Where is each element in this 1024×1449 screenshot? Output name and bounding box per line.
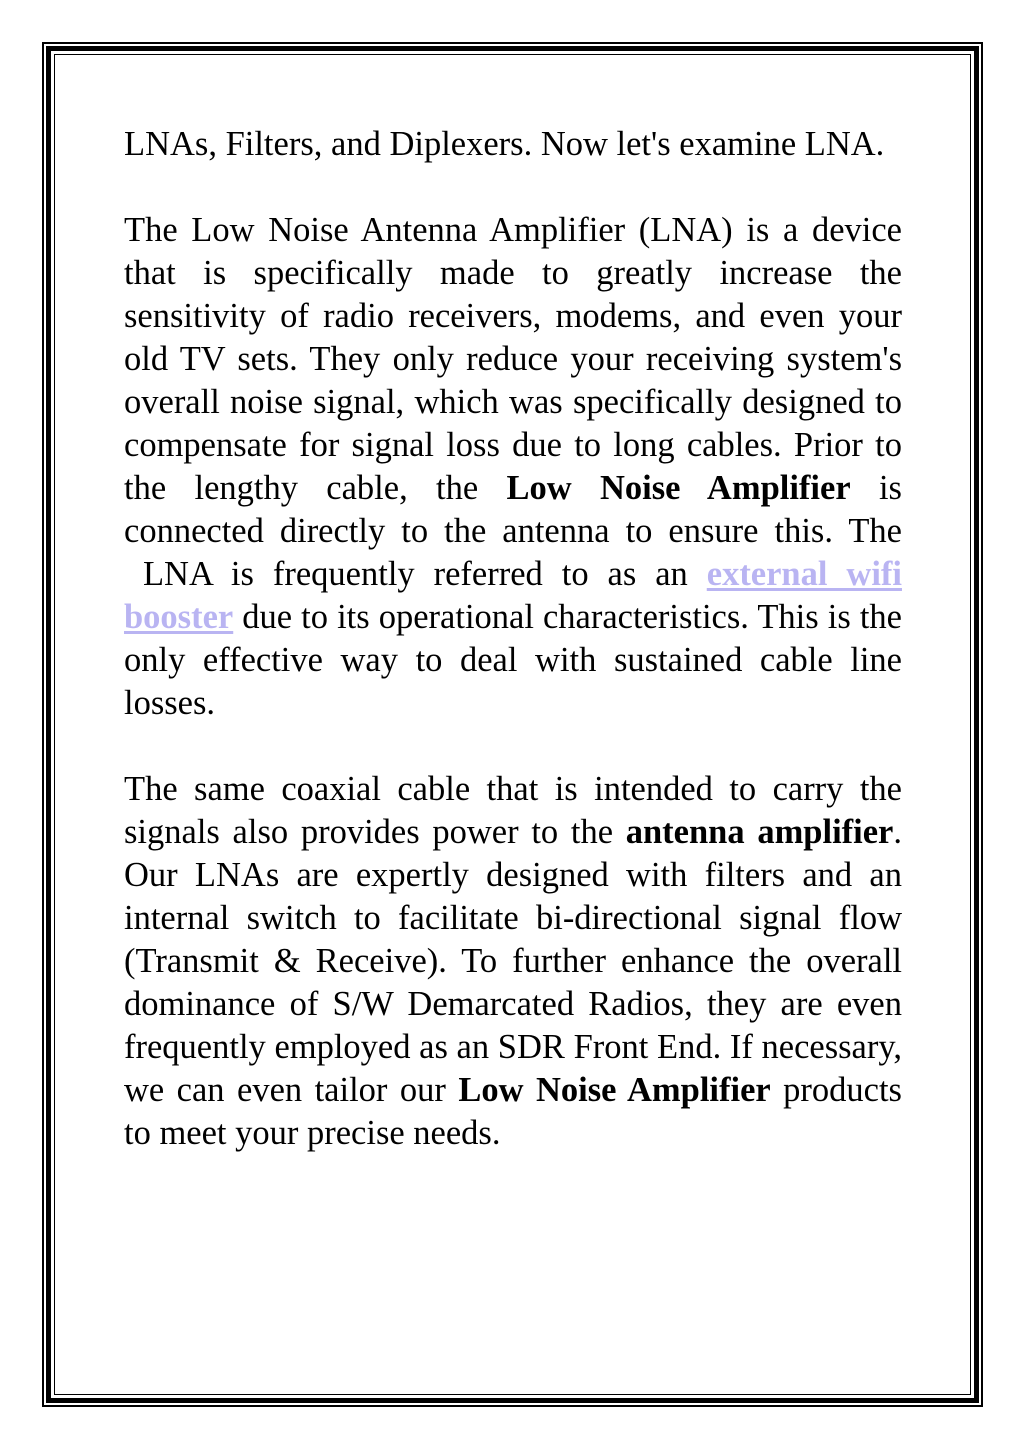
bold-antenna-amplifier: antenna amplifier bbox=[625, 813, 894, 851]
paragraph-coaxial-text-1: The same coaxial cable that is intended to carry the signals also provides power to the bbox=[124, 770, 902, 851]
external-wifi-booster-link[interactable]: external wifi booster bbox=[124, 555, 902, 636]
paragraph-coaxial-text-2: . Our LNAs are expertly designed with filters and an internal switch to facilitate bi-directional signal flow (Transmit & Receive). To further enhance the overall dominance of S/W Demarcated Radios, they are even frequently employed as an SDR Front End. If necessary, we can even tailor our bbox=[124, 813, 902, 1109]
paragraph-coaxial-text-3: products to meet your precise needs. bbox=[124, 1071, 902, 1152]
paragraph-lna-text-1: The Low Noise Antenna Amplifier (LNA) is a device that is specifically made to greatly increase the sensitivity of radio receivers, modems, and even your old TV sets. They only reduce your receiving system's overall noise signal, which was specifically designed to compensate for signal loss due to long cables. Prior to the lengthy cable, the bbox=[124, 211, 902, 507]
paragraph-intro-text: LNAs, Filters, and Diplexers. Now let's examine LNA. bbox=[124, 125, 885, 163]
bold-low-noise-amplifier: Low Noise Amplifier bbox=[506, 469, 851, 507]
paragraph-lna-text-2: is connected directly to the antenna to ensure this. The LNA is frequently referred to as an bbox=[124, 469, 902, 593]
bold-low-noise-amplifier-2: Low Noise Amplifier bbox=[458, 1071, 771, 1109]
paragraph-intro bbox=[124, 123, 902, 166]
document-body bbox=[124, 123, 902, 1198]
paragraph-lna-description bbox=[124, 209, 902, 725]
paragraph-coaxial bbox=[124, 768, 902, 1155]
paragraph-lna-text-3: due to its operational characteristics. This is the only effective way to deal with sustained cable line losses. bbox=[124, 598, 902, 722]
